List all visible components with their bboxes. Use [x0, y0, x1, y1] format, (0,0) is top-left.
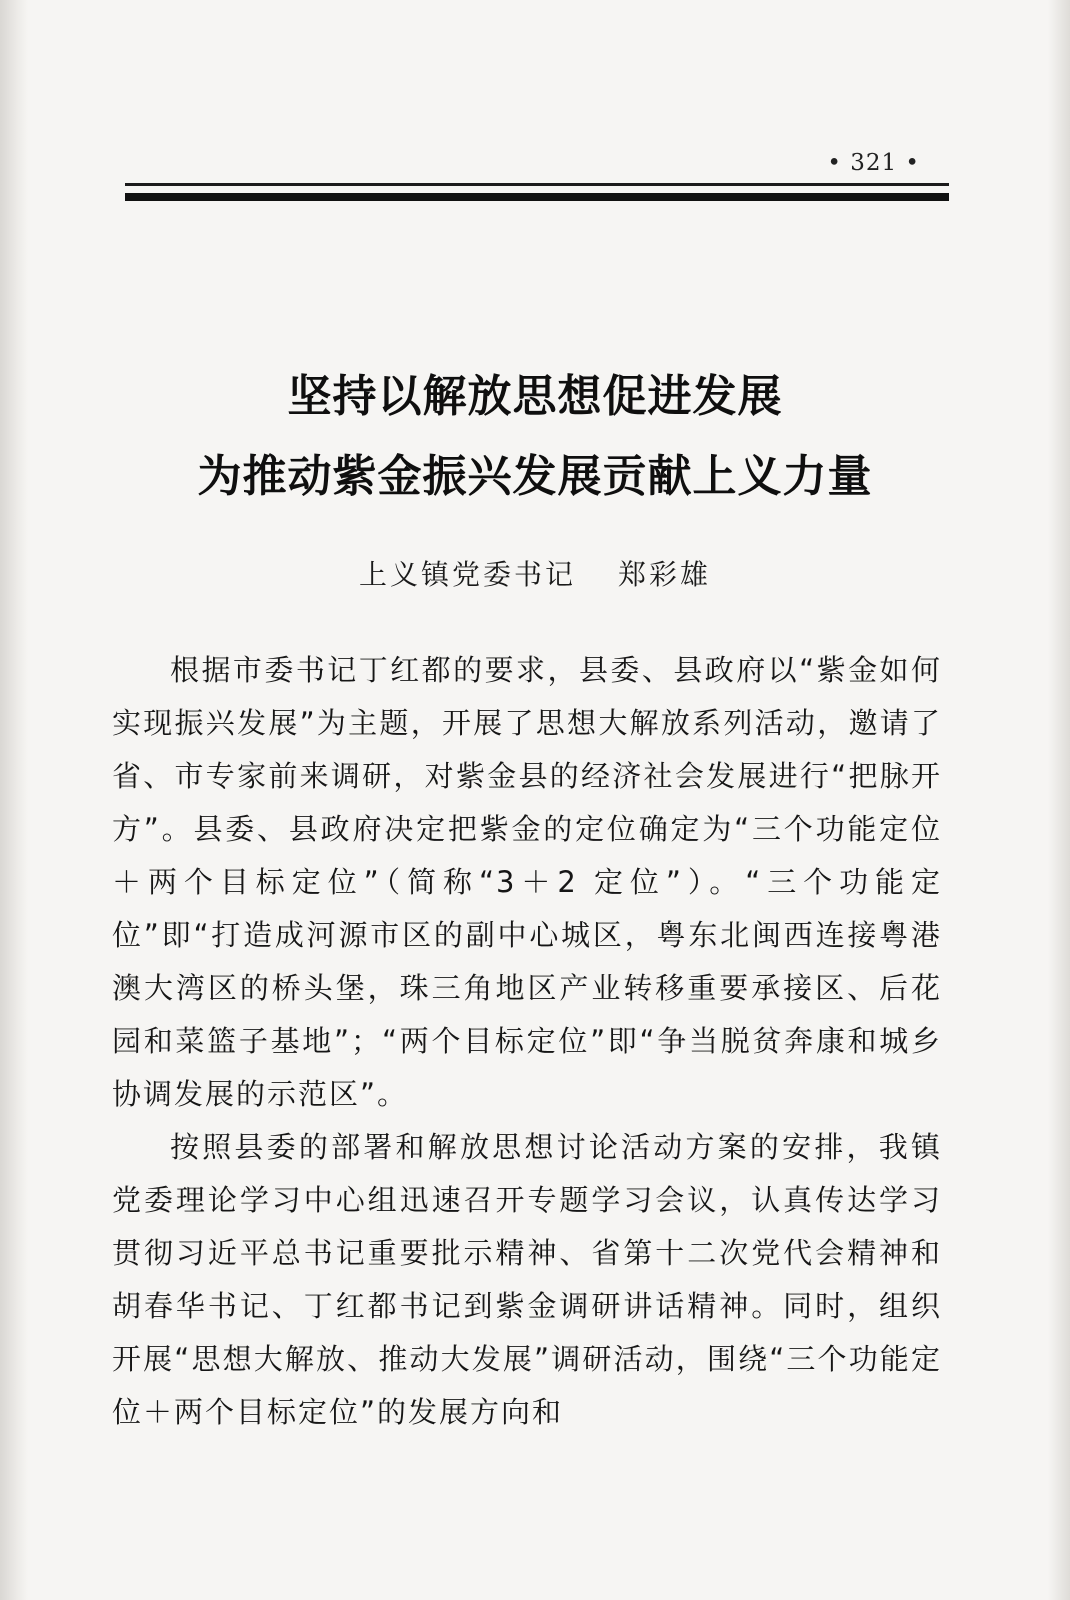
byline — [0, 553, 1070, 593]
header-rule-thick — [125, 193, 949, 201]
body-paragraph: 根据市委书记丁红都的要求，县委、县政府以“紫金如何实现振兴发展”为主题，开展了思想大解放系列活动，邀请了省、市专家前来调研，对紫金县的经济社会发展进行“把脉开方”。县委、县政府决定把紫金的定位确定为“三个功能定位＋两个目标定位”（简称“3＋2 定位”）。“三个功能定位”即“打造成河源市区的副中心城区，粤东北闽西连接粤港澳大湾区的桥头堡，珠三角地区产业转移重要承接区、后花园和菜篮子基地”；“两个目标定位”即“争当脱贫奔康和城乡协调发展的示范区”。 — [112, 653, 942, 1111]
page-shadow-right — [1048, 0, 1070, 1600]
author-name: 郑彩雄 — [618, 558, 712, 591]
article-title-line-1: 坚持以解放思想促进发展 — [287, 371, 783, 422]
page-shadow-left — [0, 0, 28, 1600]
author-role: 上义镇党委书记 — [358, 558, 576, 591]
article-title-line-2: 为推动紫金振兴发展贡献上义力量 — [197, 451, 873, 502]
header-rule-thin — [125, 183, 949, 186]
article-body — [112, 644, 942, 1439]
page-number: • 321 • — [827, 150, 920, 176]
body-paragraph: 按照县委的部署和解放思想讨论活动方案的安排，我镇党委理论学习中心组迅速召开专题学习会议，认真传达学习贯彻习近平总书记重要批示精神、省第十二次党代会精神和胡春华书记、丁红都书记到紫金调研讲话精神。同时，组织开展“思想大解放、推动大发展”调研活动，围绕“三个功能定位＋两个目标定位”的发展方向和 — [112, 1130, 942, 1429]
